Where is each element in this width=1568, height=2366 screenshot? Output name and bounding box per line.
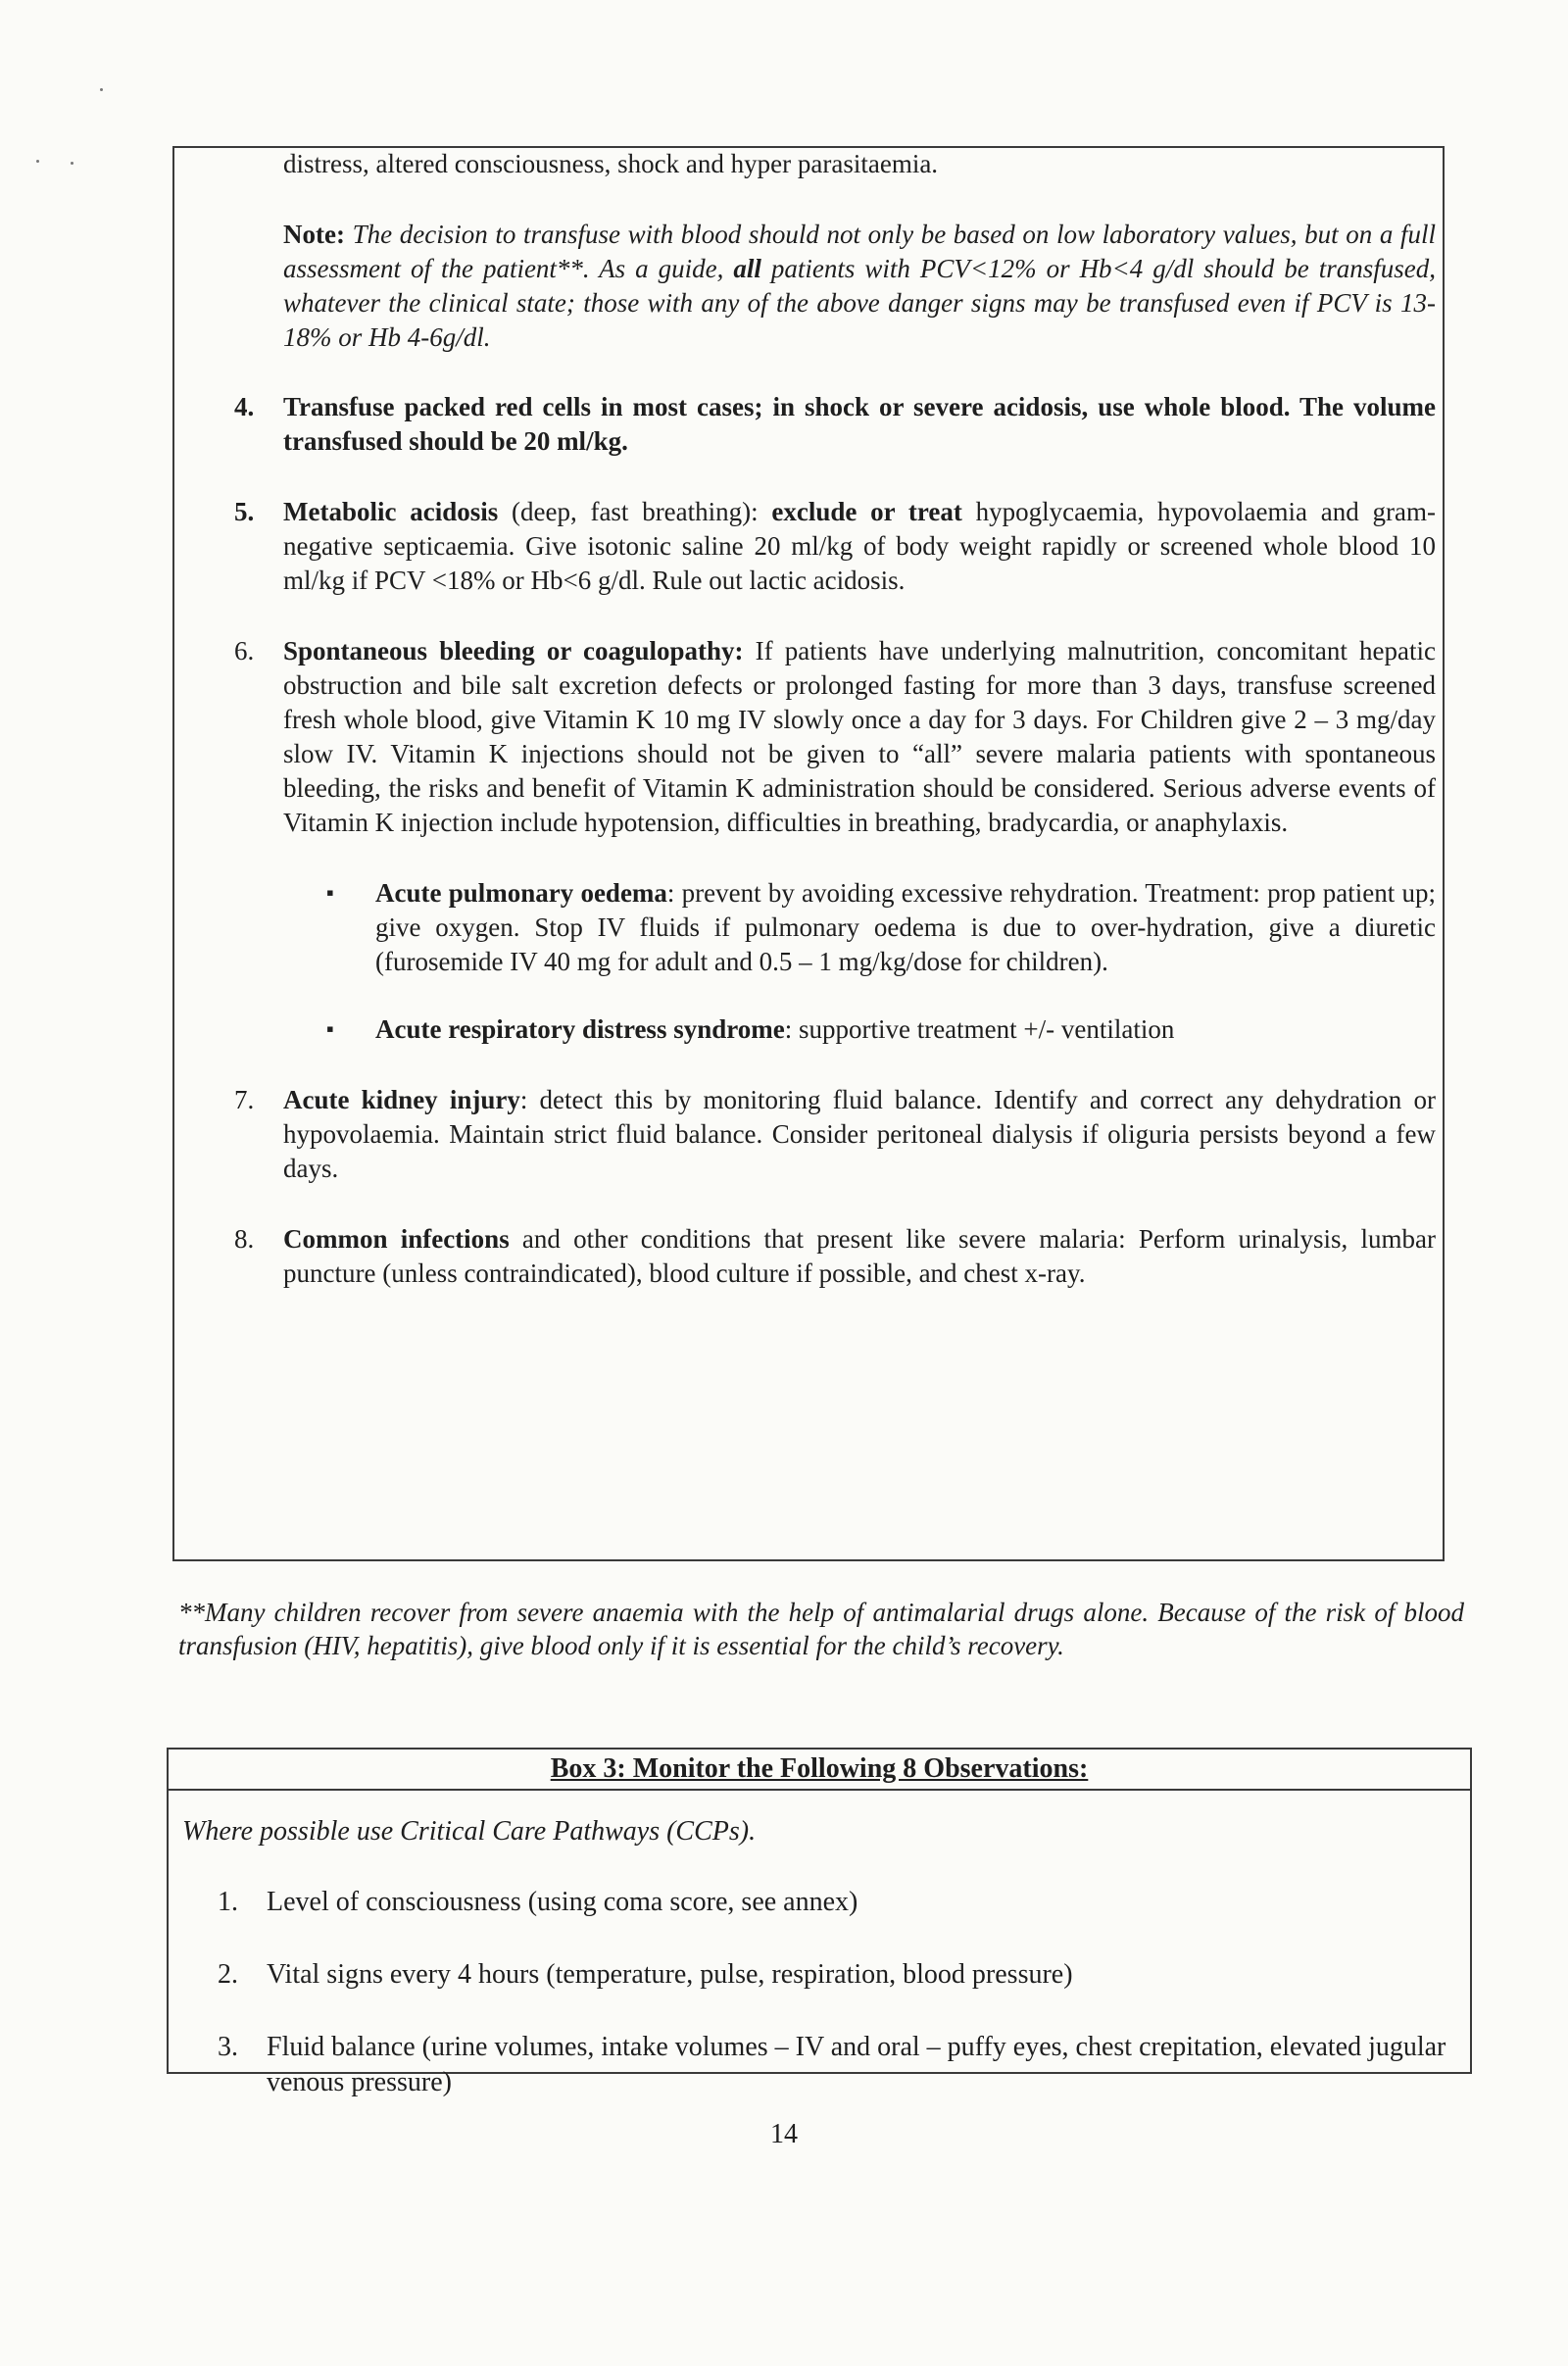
treatment-content (234, 147, 1437, 1327)
list-item: 1. Level of consciousness (using coma score, see annex) (218, 1887, 858, 1917)
list-item-8: 8. Common infections and other conditions that present like severe malaria: Perform urinalysis, lumbar puncture (unless contraindicated), blood culture if possible, and chest x-ray. (234, 1224, 1436, 1288)
item-bold: Spontaneous bleeding or coagulopathy: (283, 636, 744, 665)
box-3-intro: Where possible use Critical Care Pathways (CCPs). (182, 1816, 757, 1847)
box-3-list (218, 1885, 1462, 2100)
note-label: Note (283, 220, 336, 249)
note-text: The decision to transfuse with blood should not only be based on low laboratory values, but on a full assessment of the patient**. As a guide, (283, 220, 1437, 283)
page-number: 14 (770, 2119, 798, 2149)
item-number: 6. (234, 636, 255, 665)
list-item-5: 5. Metabolic acidosis (deep, fast breathing): exclude or treat hypoglycaemia, hypovolaemia and gram-negative septicaemia. Give isotonic saline 20 ml/kg of body weight rapidly or screened whole blood 10 ml/kg if PCV <18% or Hb<6 g/dl. Rule out lactic acidosis. (234, 497, 1436, 595)
note-text-2: patients with PCV<12% or Hb<4 g/dl should be transfused, whatever the clinical state; those with any of the above danger signs may be transfused even if PCV is 13-18% or Hb 4-6g/dl. (283, 254, 1436, 352)
item-number: 8. (234, 1224, 255, 1254)
box-3-title: Box 3: Monitor the Following 8 Observations: (169, 1750, 1470, 1791)
item-bold: Common infections (283, 1224, 510, 1254)
note-bold: all (733, 254, 761, 283)
list-item-4 (234, 390, 1436, 459)
item-number: 5. (234, 497, 255, 526)
scan-speck (100, 88, 103, 91)
list-item-6: 6. Spontaneous bleeding or coagulopathy: If patients have underlying malnutrition, concomitant hepatic obstruction and bile salt excretion defects or prolonged fasting for more than 3 days, transfuse screened fresh whole blood, give Vitamin K 10 mg IV slowly once a day for 3 days. For Children give 2 – 3 mg/day slow IV. Vitamin K injections should not be given to “all” severe malaria patients with spontaneous bleeding, the risks and benefit of Vitamin K administration should be considered. Serious adverse events of Vitamin K injection include hypotension, difficulties in breathing, bradycardia, or anaphylaxis. (234, 636, 1436, 837)
item-number: 4. (234, 392, 255, 421)
list-item: 2. Vital signs every 4 hours (temperature, pulse, respiration, blood pressure) (218, 1959, 1073, 1990)
bullet-icon: ▪ (326, 880, 334, 905)
list-item-7: 7. Acute kidney injury: detect this by monitoring fluid balance. Identify and correct any dehydration or hypovolaemia. Maintain strict fluid balance. Consider peritoneal dialysis if oliguria persists beyond a few days. (234, 1085, 1436, 1183)
item-number: 7. (234, 1085, 255, 1114)
subitem-respiratory-distress: ▪ Acute respiratory distress syndrome: supportive treatment +/- ventilation (375, 1012, 1436, 1047)
item-bold: Acute kidney injury (283, 1085, 520, 1114)
box-3 (167, 1748, 1472, 2097)
note-paragraph: Note: The decision to transfuse with blood should not only be based on low laboratory values, but on a full assessment of the patient**. As a guide, all patients with PCV<12% or Hb<4 g/dl should be transfused, whatever the clinical state; those with any of the above danger signs may be transfused even if PCV is 13-18% or Hb 4-6g/dl. (283, 220, 1437, 352)
list-item: 3. Fluid balance (urine volumes, intake volumes – IV and oral – puffy eyes, chest crepitation, elevated jugular venous pressure) (218, 2032, 1446, 2097)
scan-speck (36, 160, 39, 163)
item-bold: Transfuse packed red cells in most cases; in shock or severe acidosis, use whole blood. The volume transfused should be 20 ml/kg. (283, 392, 1436, 456)
intro-continuation: distress, altered consciousness, shock and hyper parasitaemia. (283, 149, 939, 178)
item-bold: Metabolic acidosis (283, 497, 499, 526)
bullet-icon: ▪ (326, 1016, 334, 1041)
scan-speck (71, 162, 74, 165)
footnote: **Many children recover from severe anaemia with the help of antimalarial drugs alone. Because of the risk of blood transfusion (HIV, hepatitis), give blood only if it is essential for the child’s recovery. (178, 1598, 1464, 1660)
subitem-pulmonary-oedema: ▪ Acute pulmonary oedema: prevent by avoiding excessive rehydration. Treatment: prop patient up; give oxygen. Stop IV fluids if pulmonary oedema is due to over-hydration, give a diuretic (furosemide IV 40 mg for adult and 0.5 – 1 mg/kg/dose for children). (375, 876, 1436, 979)
